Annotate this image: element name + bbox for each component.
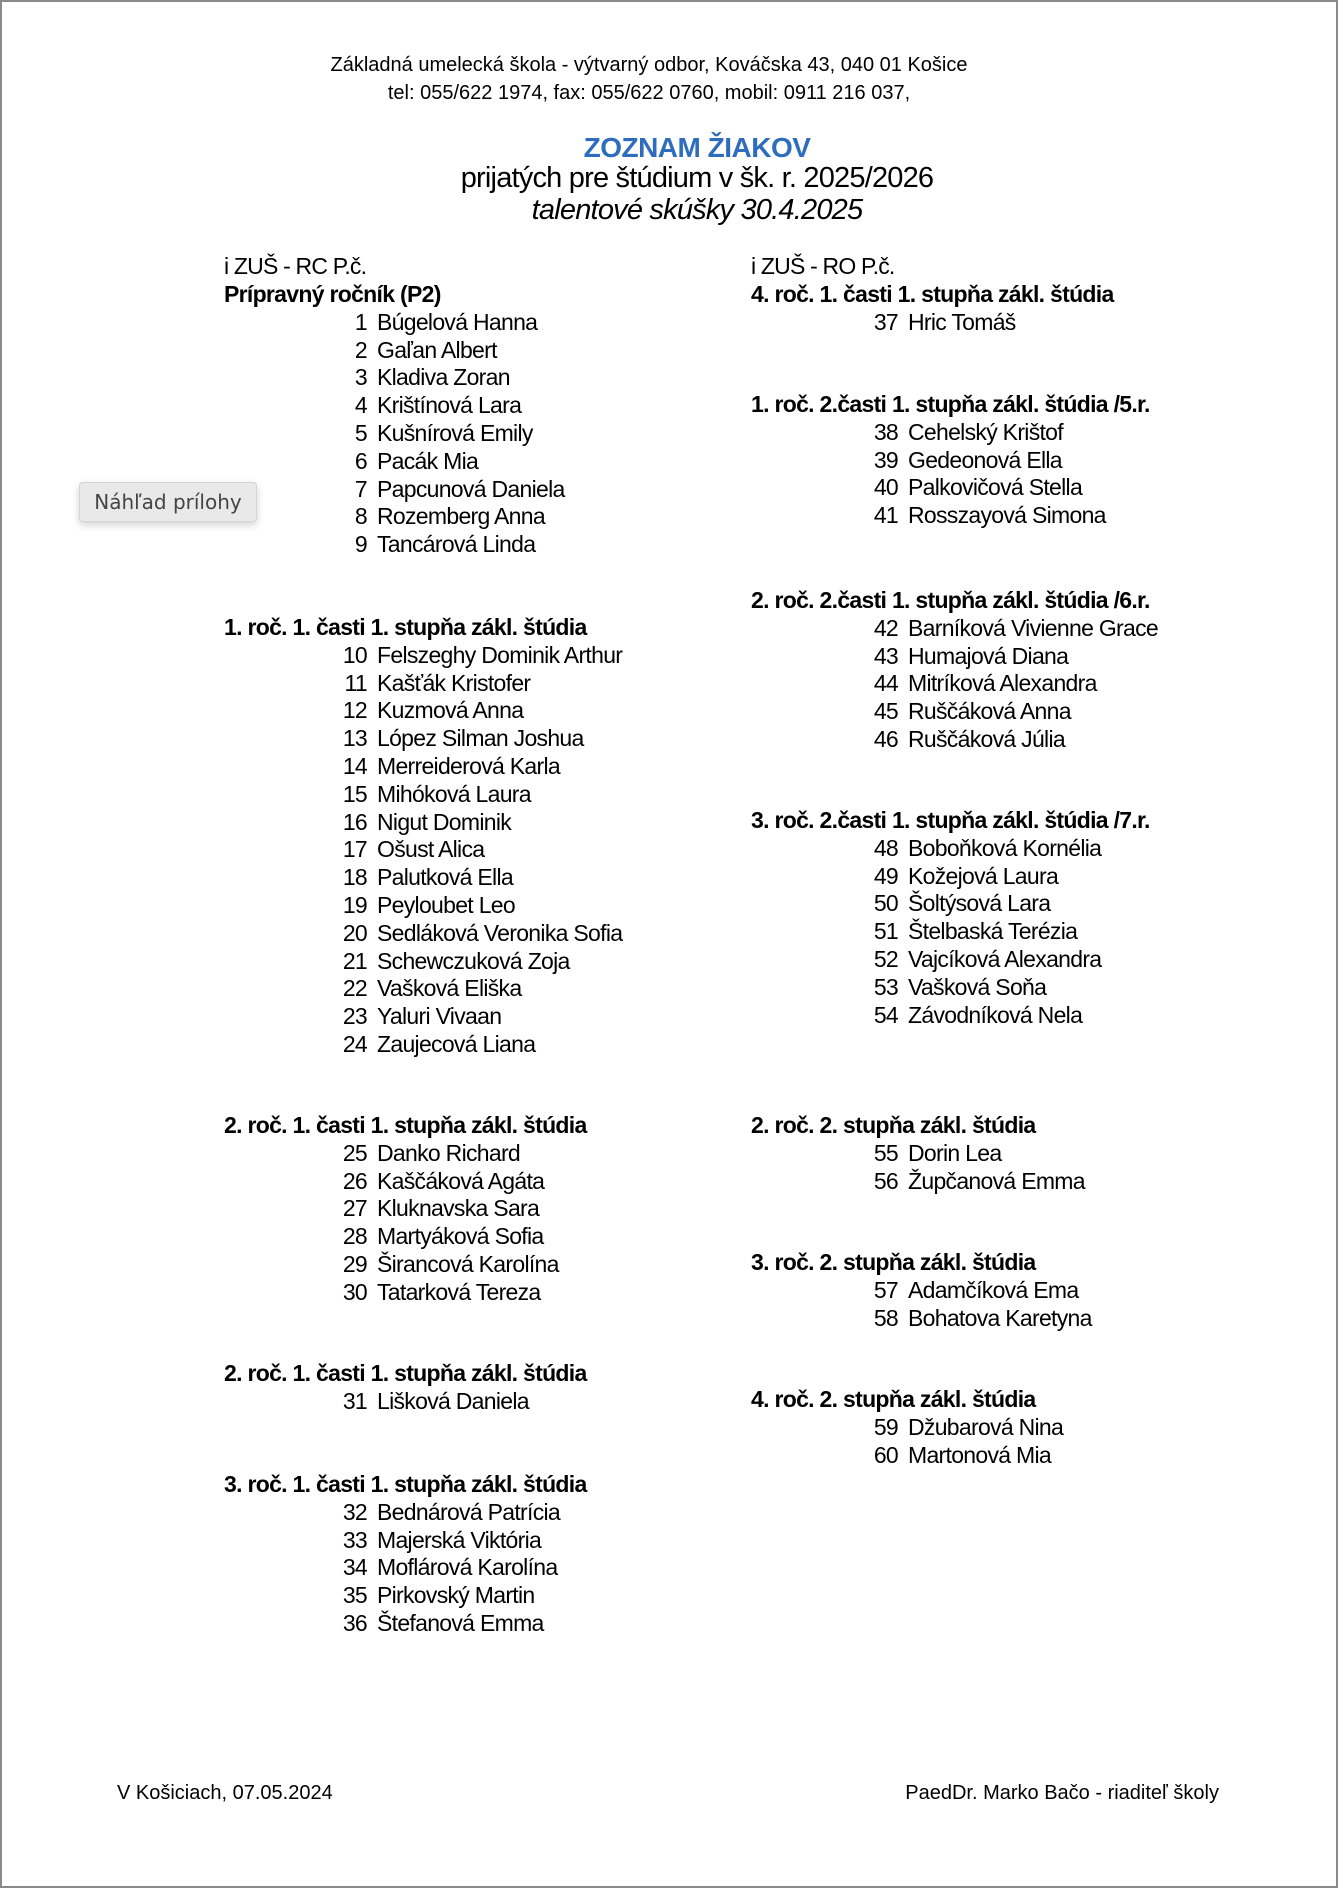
student-number: 23 xyxy=(342,1003,367,1030)
student-name: Širancová Karolína xyxy=(377,1250,559,1277)
student-name: Džubarová Nina xyxy=(908,1413,1064,1440)
student-row xyxy=(224,1388,587,1416)
student-number: 5 xyxy=(354,419,367,446)
student-row xyxy=(224,1554,587,1582)
student-number: 32 xyxy=(342,1498,367,1525)
group-heading: 1. roč. 1. časti 1. stupňa zákl. štúdia xyxy=(224,614,587,640)
student-number: 6 xyxy=(354,447,367,474)
student-row xyxy=(224,1499,587,1527)
student-name: Danko Richard xyxy=(377,1139,521,1166)
student-name: Župčanová Emma xyxy=(908,1167,1085,1194)
student-number: 48 xyxy=(873,834,898,861)
student-row xyxy=(224,392,522,420)
student-number: 44 xyxy=(873,670,898,697)
student-row xyxy=(751,474,1150,502)
student-name: Adamčíková Ema xyxy=(908,1276,1079,1303)
student-name: Búgelová Hanna xyxy=(377,308,538,335)
student-name: Kuzmová Anna xyxy=(377,697,524,724)
student-number: 39 xyxy=(873,446,898,473)
student-number: 31 xyxy=(342,1387,367,1414)
student-name: Gaľan Albert xyxy=(377,336,497,363)
student-number: 27 xyxy=(342,1195,367,1222)
student-row xyxy=(224,697,587,725)
student-row xyxy=(751,502,1150,530)
signature: PaedDr. Marko Bačo - riaditeľ školy xyxy=(905,1782,1219,1804)
student-name: Palutková Ella xyxy=(377,864,513,891)
student-row xyxy=(751,1304,1092,1333)
student-row xyxy=(224,1279,587,1307)
student-name: Kušnírová Emily xyxy=(377,419,533,446)
student-number: 54 xyxy=(873,1001,898,1028)
student-row xyxy=(751,1140,1035,1168)
student-name: Martyáková Sofia xyxy=(377,1223,544,1250)
student-number: 42 xyxy=(873,614,898,641)
student-number: 20 xyxy=(342,919,367,946)
student-name: Schewczuková Zoja xyxy=(377,947,570,974)
student-name: Mitríková Alexandra xyxy=(908,670,1097,697)
group-heading: Prípravný ročník (P2) xyxy=(224,281,441,307)
student-row xyxy=(224,753,587,781)
student-row xyxy=(224,336,497,365)
student-name: Kluknavska Sara xyxy=(377,1195,540,1222)
student-number: 41 xyxy=(873,502,898,529)
student-row xyxy=(751,1276,1079,1305)
student-number: 8 xyxy=(354,503,367,530)
group-heading: 2. roč. 2.časti 1. stupňa zákl. štúdia /6.r. xyxy=(751,587,1150,613)
student-number: 59 xyxy=(873,1413,898,1440)
student-name: Rozemberg Anna xyxy=(377,503,545,530)
student-number: 25 xyxy=(342,1139,367,1166)
place-date: V Košiciach, 07.05.2024 xyxy=(117,1782,333,1804)
student-row xyxy=(224,1168,587,1196)
student-number: 60 xyxy=(873,1441,898,1468)
student-row xyxy=(224,975,587,1003)
student-row xyxy=(751,643,1150,671)
student-number: 58 xyxy=(873,1304,898,1331)
student-row xyxy=(224,919,623,948)
student-name: Zaujecová Liana xyxy=(377,1030,536,1057)
student-number: 45 xyxy=(873,698,898,725)
student-number: 43 xyxy=(873,642,898,669)
student-number: 4 xyxy=(354,392,367,419)
student-number: 13 xyxy=(342,725,367,752)
student-name: Štefanová Emma xyxy=(377,1609,544,1636)
group-heading: 2. roč. 1. časti 1. stupňa zákl. štúdia xyxy=(224,1360,587,1386)
student-row xyxy=(224,531,536,559)
student-name: Ruščáková Anna xyxy=(908,698,1071,725)
student-name: Boboňková Kornélia xyxy=(908,834,1102,861)
student-row xyxy=(224,1582,587,1610)
student-number: 56 xyxy=(873,1167,898,1194)
group-heading: 3. roč. 2. stupňa zákl. štúdia xyxy=(751,1249,1036,1275)
student-name: Cehelský Krištof xyxy=(908,418,1063,445)
group-heading: 2. roč. 2. stupňa zákl. štúdia xyxy=(751,1112,1036,1138)
student-row xyxy=(224,1223,587,1251)
student-name: Yaluri Vivaan xyxy=(377,1003,502,1030)
student-number: 53 xyxy=(873,973,898,1000)
student-row xyxy=(224,1031,587,1059)
student-number: 9 xyxy=(354,531,367,558)
group-heading: 4. roč. 2. stupňa zákl. štúdia xyxy=(751,1386,1036,1412)
student-row xyxy=(751,447,1150,475)
student-name: Vašková Eliška xyxy=(377,975,522,1002)
student-number: 21 xyxy=(342,947,367,974)
student-row xyxy=(751,974,1150,1002)
student-number: 52 xyxy=(873,945,898,972)
student-row xyxy=(224,1251,587,1279)
student-row xyxy=(751,614,1158,643)
student-number: 19 xyxy=(342,891,367,918)
student-row xyxy=(751,1441,1052,1470)
student-group xyxy=(751,587,1158,754)
student-row xyxy=(224,308,538,337)
document-subtitle: prijatých pre štúdium v šk. r. 2025/2026 xyxy=(460,162,934,194)
student-group xyxy=(751,807,1150,1029)
student-group xyxy=(224,614,623,1059)
student-number: 38 xyxy=(873,418,898,445)
student-row xyxy=(224,364,510,392)
student-row xyxy=(751,1413,1064,1442)
student-row xyxy=(224,864,587,892)
student-row xyxy=(751,946,1150,974)
student-number: 57 xyxy=(873,1276,898,1303)
student-row xyxy=(224,836,587,864)
student-row xyxy=(751,1002,1150,1030)
student-row xyxy=(224,725,587,753)
student-row xyxy=(751,670,1150,698)
student-number: 30 xyxy=(342,1278,367,1305)
student-number: 33 xyxy=(342,1526,367,1553)
student-number: 36 xyxy=(342,1609,367,1636)
student-row xyxy=(751,726,1150,754)
student-row xyxy=(751,698,1150,726)
student-number: 14 xyxy=(342,752,367,779)
student-name: Bohatova Karetyna xyxy=(908,1304,1092,1331)
group-heading: 4. roč. 1. časti 1. stupňa zákl. štúdia xyxy=(751,281,1114,307)
student-row xyxy=(751,309,1114,337)
student-number: 40 xyxy=(873,474,898,501)
student-row xyxy=(751,1167,1085,1196)
student-number: 16 xyxy=(342,808,367,835)
student-row xyxy=(224,447,479,476)
student-number: 37 xyxy=(873,308,898,335)
student-group xyxy=(224,1360,587,1416)
student-row xyxy=(224,892,587,920)
document-title: ZOZNAM ŽIAKOV xyxy=(583,132,811,163)
student-name: Palkovičová Stella xyxy=(908,474,1083,501)
student-number: 34 xyxy=(342,1554,367,1581)
student-name: López Silman Joshua xyxy=(377,725,584,752)
student-name: Tatarková Tereza xyxy=(377,1278,541,1305)
student-row xyxy=(224,1140,587,1168)
student-group xyxy=(751,281,1114,337)
student-number: 1 xyxy=(354,308,367,335)
student-number: 18 xyxy=(342,864,367,891)
student-name: Kladiva Zoran xyxy=(377,364,510,391)
student-number: 22 xyxy=(342,975,367,1002)
student-name: Merreiderová Karla xyxy=(377,752,560,779)
student-name: Rosszayová Simona xyxy=(908,502,1106,529)
student-number: 49 xyxy=(873,862,898,889)
student-name: Martonová Mia xyxy=(908,1441,1052,1468)
student-row xyxy=(751,918,1150,946)
student-name: Šoltýsová Lara xyxy=(908,890,1051,917)
student-name: Peyloubet Leo xyxy=(377,891,515,918)
student-number: 28 xyxy=(342,1223,367,1250)
exam-date: talentové skúšky 30.4.2025 xyxy=(531,194,863,226)
student-name: Kožejová Laura xyxy=(908,862,1059,889)
student-name: Humajová Diana xyxy=(908,642,1069,669)
student-name: Vašková Soňa xyxy=(908,973,1047,1000)
student-row xyxy=(751,419,1150,447)
student-row xyxy=(224,809,587,837)
attachment-preview-button[interactable]: Náhľad prílohy xyxy=(79,482,257,522)
group-heading: 2. roč. 1. časti 1. stupňa zákl. štúdia xyxy=(224,1112,587,1138)
student-row xyxy=(224,1195,587,1223)
student-name: Kašťák Kristofer xyxy=(377,669,531,696)
student-name: Hric Tomáš xyxy=(908,308,1016,335)
student-name: Nigut Dominik xyxy=(377,808,512,835)
student-group xyxy=(751,1112,1085,1195)
group-heading: 3. roč. 1. časti 1. stupňa zákl. štúdia xyxy=(224,1471,587,1497)
left-column-label: i ZUŠ - RC P.č. xyxy=(224,253,367,279)
student-number: 7 xyxy=(354,475,367,502)
student-name: Majerská Viktória xyxy=(377,1526,542,1553)
student-row xyxy=(224,1527,587,1555)
student-name: Felszeghy Dominik Arthur xyxy=(377,641,623,668)
group-heading: 1. roč. 2.časti 1. stupňa zákl. štúdia /5.r. xyxy=(751,391,1150,417)
student-row xyxy=(224,1610,587,1638)
student-name: Lišková Daniela xyxy=(377,1387,529,1414)
student-row xyxy=(224,419,533,448)
student-group xyxy=(224,1471,587,1638)
student-number: 51 xyxy=(873,918,898,945)
student-row xyxy=(751,835,1150,863)
student-number: 24 xyxy=(342,1030,367,1057)
student-row xyxy=(224,948,587,976)
student-number: 46 xyxy=(873,725,898,752)
student-number: 17 xyxy=(342,836,367,863)
student-name: Štelbaská Terézia xyxy=(908,918,1078,945)
student-name: Závodníková Nela xyxy=(908,1001,1083,1028)
student-number: 50 xyxy=(873,890,898,917)
student-name: Mihóková Laura xyxy=(377,780,531,807)
student-name: Barníková Vivienne Grace xyxy=(908,614,1158,641)
student-name: Bednárová Patrícia xyxy=(377,1498,561,1525)
student-group xyxy=(751,1386,1064,1469)
student-name: Ošust Alica xyxy=(377,836,485,863)
student-name: Ruščáková Júlia xyxy=(908,725,1065,752)
student-number: 11 xyxy=(344,669,367,696)
student-name: Pirkovský Martin xyxy=(377,1582,535,1609)
student-name: Gedeonová Ella xyxy=(908,446,1062,473)
student-row xyxy=(751,890,1150,918)
student-name: Moflárová Karolína xyxy=(377,1554,558,1581)
student-name: Krištínová Lara xyxy=(377,392,522,419)
student-group xyxy=(751,391,1150,530)
group-heading: 3. roč. 2.časti 1. stupňa zákl. štúdia /7.r. xyxy=(751,807,1150,833)
student-name: Pacák Mia xyxy=(377,447,479,474)
student-name: Tancárová Linda xyxy=(377,531,536,558)
student-name: Vajcíková Alexandra xyxy=(908,945,1102,972)
student-number: 12 xyxy=(342,697,367,724)
student-row xyxy=(224,670,587,698)
student-number: 10 xyxy=(342,641,367,668)
student-name: Papcunová Daniela xyxy=(377,475,565,502)
student-row xyxy=(224,1003,587,1031)
school-address: Základná umelecká škola - výtvarný odbor, Kováčska 43, 040 01 Košice xyxy=(330,54,968,76)
student-group xyxy=(751,1249,1092,1332)
student-number: 3 xyxy=(354,364,367,391)
student-name: Sedláková Veronika Sofia xyxy=(377,919,623,946)
student-name: Dorin Lea xyxy=(908,1139,1002,1166)
student-row xyxy=(751,863,1150,891)
student-name: Kaščáková Agáta xyxy=(377,1167,545,1194)
student-number: 29 xyxy=(342,1250,367,1277)
student-number: 26 xyxy=(342,1167,367,1194)
student-number: 55 xyxy=(873,1139,898,1166)
right-column-label: i ZUŠ - RO P.č. xyxy=(751,253,895,279)
student-row xyxy=(224,781,587,809)
student-group xyxy=(224,1112,587,1307)
student-row xyxy=(224,641,623,670)
student-number: 35 xyxy=(342,1582,367,1609)
student-number: 2 xyxy=(354,336,367,363)
school-contacts: tel: 055/622 1974, fax: 055/622 0760, mobil: 0911 216 037, xyxy=(387,82,911,104)
student-number: 15 xyxy=(342,780,367,807)
